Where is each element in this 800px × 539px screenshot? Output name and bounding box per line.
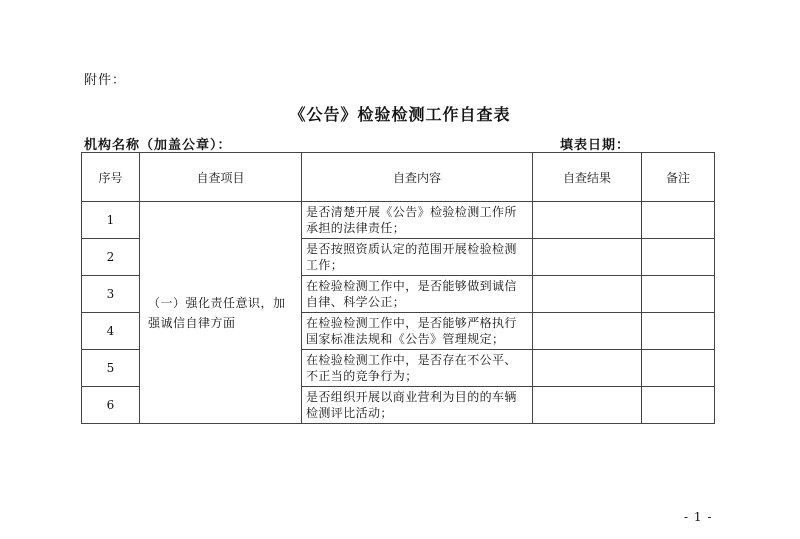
row-result-cell[interactable] — [533, 202, 642, 239]
page-number: - 1 - — [684, 510, 713, 524]
header-check-item: 自查项目 — [140, 153, 302, 202]
row-note-cell[interactable] — [642, 350, 715, 387]
row-number: 6 — [82, 387, 140, 424]
row-number: 4 — [82, 313, 140, 350]
row-content: 在检验检测工作中，是否能够做到诚信自律、科学公正； — [302, 276, 533, 313]
row-content: 在检验检测工作中，是否能够严格执行国家标准法规和《公告》管理规定； — [302, 313, 533, 350]
header-remarks: 备注 — [642, 153, 715, 202]
row-note-cell[interactable] — [642, 276, 715, 313]
row-note-cell[interactable] — [642, 239, 715, 276]
header-check-content: 自查内容 — [302, 153, 533, 202]
row-content: 是否按照资质认定的范围开展检验检测工作； — [302, 239, 533, 276]
header-number: 序号 — [82, 153, 140, 202]
fill-date-label: 填表日期： — [560, 138, 631, 153]
row-number: 2 — [82, 239, 140, 276]
row-result-cell[interactable] — [533, 350, 642, 387]
row-content: 在检验检测工作中，是否存在不公平、不正当的竞争行为； — [302, 350, 533, 387]
row-content: 是否组织开展以商业营利为目的的车辆检测评比活动； — [302, 387, 533, 424]
row-result-cell[interactable] — [533, 276, 642, 313]
row-result-cell[interactable] — [533, 239, 642, 276]
row-number: 1 — [82, 202, 140, 239]
row-note-cell[interactable] — [642, 202, 715, 239]
table-row — [82, 202, 715, 239]
table-header-row — [82, 153, 715, 202]
header-check-result: 自查结果 — [533, 153, 642, 202]
check-item-group: （一）强化责任意识，加强诚信自律方面 — [140, 202, 302, 424]
row-number: 3 — [82, 276, 140, 313]
org-name-label: 机构名称（加盖公章）： — [84, 138, 232, 153]
row-result-cell[interactable] — [533, 313, 642, 350]
row-note-cell[interactable] — [642, 387, 715, 424]
document-title: 《公告》检验检测工作自查表 — [289, 105, 511, 124]
self-check-table — [81, 152, 715, 424]
row-number: 5 — [82, 350, 140, 387]
row-note-cell[interactable] — [642, 313, 715, 350]
attachment-label: 附件： — [84, 73, 127, 88]
row-result-cell[interactable] — [533, 387, 642, 424]
row-content: 是否清楚开展《公告》检验检测工作所承担的法律责任； — [302, 202, 533, 239]
